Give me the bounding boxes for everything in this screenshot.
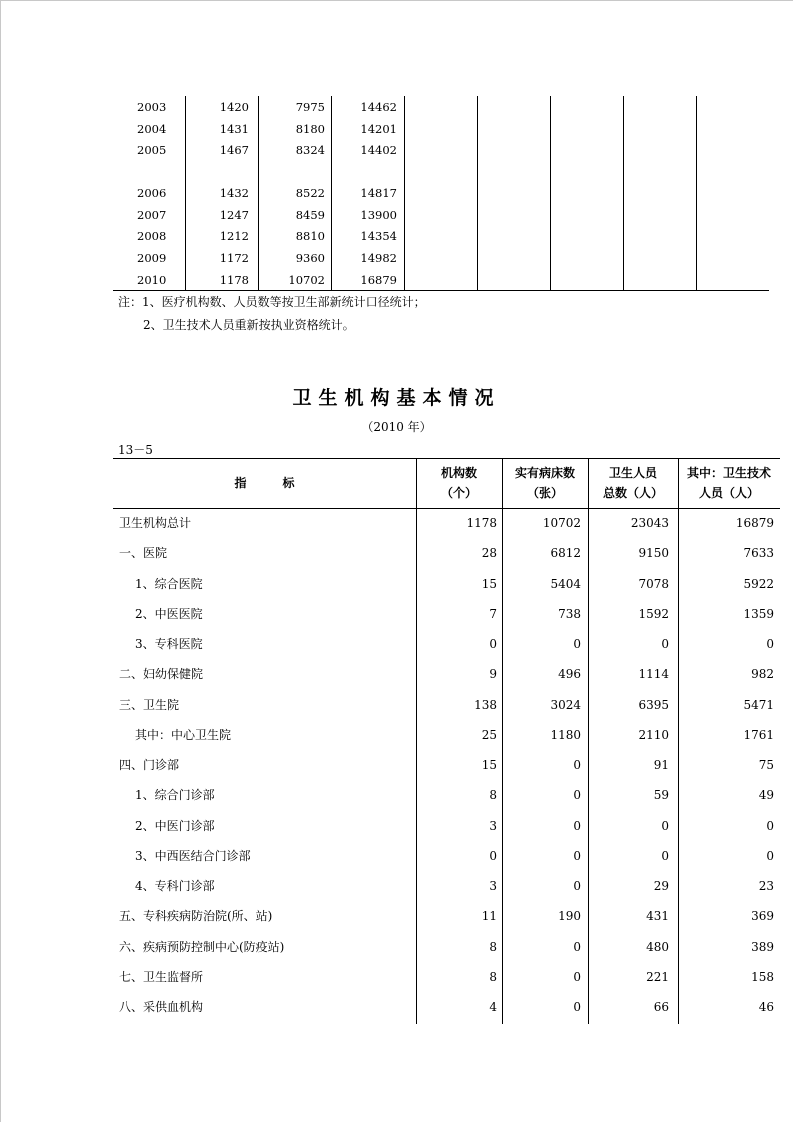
- value-cell: 1432: [219, 186, 249, 200]
- table-row: [113, 629, 780, 659]
- value-cell: 1431: [219, 122, 249, 136]
- value-cell: 9360: [295, 251, 325, 265]
- beds-value: 738: [558, 607, 581, 621]
- tech-staff-value: 16879: [735, 516, 774, 530]
- indicator-name: 其中：中心卫生院: [135, 728, 232, 742]
- value-cell: 1467: [219, 143, 249, 157]
- staff-value: 0: [661, 849, 669, 863]
- staff-value: 66: [653, 1000, 669, 1014]
- indicator-name: 三、卫生院: [119, 698, 180, 712]
- tech-staff-value: 0: [766, 819, 774, 833]
- beds-value: 0: [573, 819, 581, 833]
- table-row: [113, 599, 780, 629]
- tech-staff-value: 0: [766, 637, 774, 651]
- beds-value: 0: [573, 970, 581, 984]
- header-tech-staff-label: 其中：卫生技术 人员（人）: [686, 466, 771, 500]
- institutions-value: 4: [489, 1000, 497, 1014]
- institutions-value: 28: [481, 546, 497, 560]
- tech-staff-value: 158: [751, 970, 774, 984]
- indicator-name: 卫生机构总计: [119, 516, 192, 530]
- table-row: [113, 508, 780, 538]
- header-indicator: [113, 458, 416, 508]
- beds-value: 496: [558, 667, 581, 681]
- table-row: [113, 932, 780, 962]
- institutions-value: 3: [489, 819, 497, 833]
- staff-value: 7078: [638, 577, 669, 591]
- institutions-value: 138: [474, 698, 497, 712]
- table-row: [113, 659, 780, 689]
- staff-value: 2110: [638, 728, 669, 742]
- table-row: [113, 780, 780, 810]
- table-row: [113, 962, 780, 992]
- staff-value: 1592: [638, 607, 669, 621]
- table-row: [113, 270, 769, 290]
- year-cell: 2009: [137, 251, 167, 265]
- indicator-name: 七、卫生监督所: [119, 970, 204, 984]
- header-indicator-label: 指 标: [234, 476, 295, 490]
- annual-stats-table: [113, 96, 769, 290]
- institutions-value: 7: [489, 607, 497, 621]
- table-row: [113, 901, 780, 931]
- value-cell: 8180: [295, 122, 325, 136]
- tech-staff-value: 23: [758, 879, 774, 893]
- tech-staff-value: 0: [766, 849, 774, 863]
- beds-value: 0: [573, 879, 581, 893]
- value-cell: 1172: [219, 251, 249, 265]
- staff-value: 59: [653, 788, 669, 802]
- value-cell: 14402: [360, 143, 397, 157]
- indicator-name: 四、门诊部: [119, 758, 180, 772]
- institutions-value: 1178: [466, 516, 497, 530]
- value-cell: 16879: [360, 273, 397, 287]
- value-cell: 14817: [360, 186, 397, 200]
- value-cell: 14201: [360, 122, 397, 136]
- year-cell: 2004: [137, 122, 167, 136]
- beds-value: 0: [573, 849, 581, 863]
- table-row: [113, 205, 769, 225]
- table-row: [113, 690, 780, 720]
- indicator-name: 二、妇幼保健院: [119, 667, 204, 681]
- table-row: [113, 183, 769, 203]
- institutions-value: 0: [489, 849, 497, 863]
- footnote-1: 注：1、医疗机构数、人员数等按卫生部新统计口径统计；: [118, 295, 426, 309]
- header-staff: [588, 458, 678, 508]
- tech-staff-value: 5471: [743, 698, 774, 712]
- institutions-value: 25: [481, 728, 497, 742]
- section-title: 卫生机构基本情况: [292, 387, 501, 409]
- tech-staff-value: 389: [751, 940, 774, 954]
- header-tech-staff: [678, 458, 780, 508]
- institutions-value: 8: [489, 940, 497, 954]
- year-cell: 2003: [137, 100, 167, 114]
- indicator-name: 3、中西医结合门诊部: [135, 849, 251, 863]
- institutions-value: 3: [489, 879, 497, 893]
- table-bottom-rule: [113, 290, 769, 291]
- value-cell: 1247: [219, 208, 249, 222]
- indicator-name: 3、专科医院: [135, 637, 203, 651]
- beds-value: 5404: [550, 577, 581, 591]
- staff-value: 91: [653, 758, 669, 772]
- header-beds: [502, 458, 588, 508]
- indicator-name: 2、中医医院: [135, 607, 203, 621]
- health-institutions-table: [113, 458, 780, 1024]
- institutions-value: 9: [489, 667, 497, 681]
- institutions-value: 0: [489, 637, 497, 651]
- value-cell: 8459: [295, 208, 325, 222]
- tech-staff-value: 49: [758, 788, 774, 802]
- value-cell: 14354: [360, 229, 397, 243]
- header-institutions: [416, 458, 502, 508]
- staff-value: 431: [646, 909, 669, 923]
- value-cell: 13900: [360, 208, 397, 222]
- table-row: [113, 538, 780, 568]
- year-cell: 2010: [137, 273, 167, 287]
- year-cell: 2007: [137, 208, 167, 222]
- staff-value: 1114: [638, 667, 669, 681]
- indicator-name: 2、中医门诊部: [135, 819, 215, 833]
- beds-value: 190: [558, 909, 581, 923]
- indicator-name: 五、专科疾病防治院(所、站): [119, 909, 273, 923]
- table-row: [113, 871, 780, 901]
- value-cell: 14462: [360, 100, 397, 114]
- beds-value: 0: [573, 788, 581, 802]
- value-cell: 1420: [219, 100, 249, 114]
- beds-value: 0: [573, 637, 581, 651]
- beds-value: 0: [573, 1000, 581, 1014]
- page-edge-left: [0, 0, 1, 1122]
- tech-staff-value: 7633: [743, 546, 774, 560]
- value-cell: 10702: [288, 273, 325, 287]
- staff-value: 0: [661, 819, 669, 833]
- value-cell: 7975: [295, 100, 325, 114]
- staff-value: 0: [661, 637, 669, 651]
- institutions-value: 11: [481, 909, 497, 923]
- institutions-value: 15: [481, 577, 497, 591]
- tech-staff-value: 369: [751, 909, 774, 923]
- tech-staff-value: 1761: [743, 728, 774, 742]
- indicator-name: 一、医院: [119, 546, 168, 560]
- value-cell: 1212: [219, 229, 249, 243]
- year-cell: 2008: [137, 229, 167, 243]
- beds-value: 0: [573, 940, 581, 954]
- table-row: [113, 248, 769, 268]
- beds-value: 10702: [542, 516, 581, 530]
- header-institutions-label: 机构数 （个）: [440, 466, 477, 500]
- section-subtitle: （2010 年）: [361, 420, 432, 434]
- beds-value: 6812: [550, 546, 581, 560]
- institutions-value: 8: [489, 970, 497, 984]
- table-row: [113, 569, 780, 599]
- tech-staff-value: 982: [751, 667, 774, 681]
- value-cell: 14982: [360, 251, 397, 265]
- value-cell: 8522: [295, 186, 325, 200]
- table-row: [113, 119, 769, 139]
- institutions-value: 15: [481, 758, 497, 772]
- footnote-2: 2、卫生技术人员重新按执业资格统计。: [143, 318, 355, 332]
- year-cell: 2006: [137, 186, 167, 200]
- table-row: [113, 226, 769, 246]
- table-row: [113, 140, 769, 160]
- page-edge-top: [0, 0, 793, 1]
- table-row: [113, 811, 780, 841]
- value-cell: 1178: [219, 273, 249, 287]
- value-cell: 8324: [295, 143, 325, 157]
- staff-value: 23043: [630, 516, 669, 530]
- indicator-name: 八、采供血机构: [119, 1000, 204, 1014]
- header-beds-label: 实有病床数 （张）: [514, 466, 575, 500]
- value-cell: 8810: [295, 229, 325, 243]
- staff-value: 29: [653, 879, 669, 893]
- table-row: [113, 97, 769, 117]
- staff-value: 221: [646, 970, 669, 984]
- beds-value: 1180: [550, 728, 581, 742]
- tech-staff-value: 46: [758, 1000, 774, 1014]
- staff-value: 6395: [638, 698, 669, 712]
- tech-staff-value: 5922: [743, 577, 774, 591]
- table-row: [113, 841, 780, 871]
- header-staff-label: 卫生人员 总数（人）: [602, 466, 663, 500]
- table-row: [113, 992, 780, 1022]
- indicator-name: 六、疾病预防控制中心(防疫站): [119, 940, 285, 954]
- tech-staff-value: 1359: [743, 607, 774, 621]
- indicator-name: 1、综合医院: [135, 577, 203, 591]
- table-number: 13－5: [118, 443, 153, 457]
- year-cell: 2005: [137, 143, 167, 157]
- tech-staff-value: 75: [758, 758, 774, 772]
- institutions-value: 8: [489, 788, 497, 802]
- table-row: [113, 750, 780, 780]
- indicator-name: 4、专科门诊部: [135, 879, 215, 893]
- beds-value: 0: [573, 758, 581, 772]
- staff-value: 480: [646, 940, 669, 954]
- beds-value: 3024: [550, 698, 581, 712]
- table-row: [113, 720, 780, 750]
- staff-value: 9150: [638, 546, 669, 560]
- indicator-name: 1、综合门诊部: [135, 788, 215, 802]
